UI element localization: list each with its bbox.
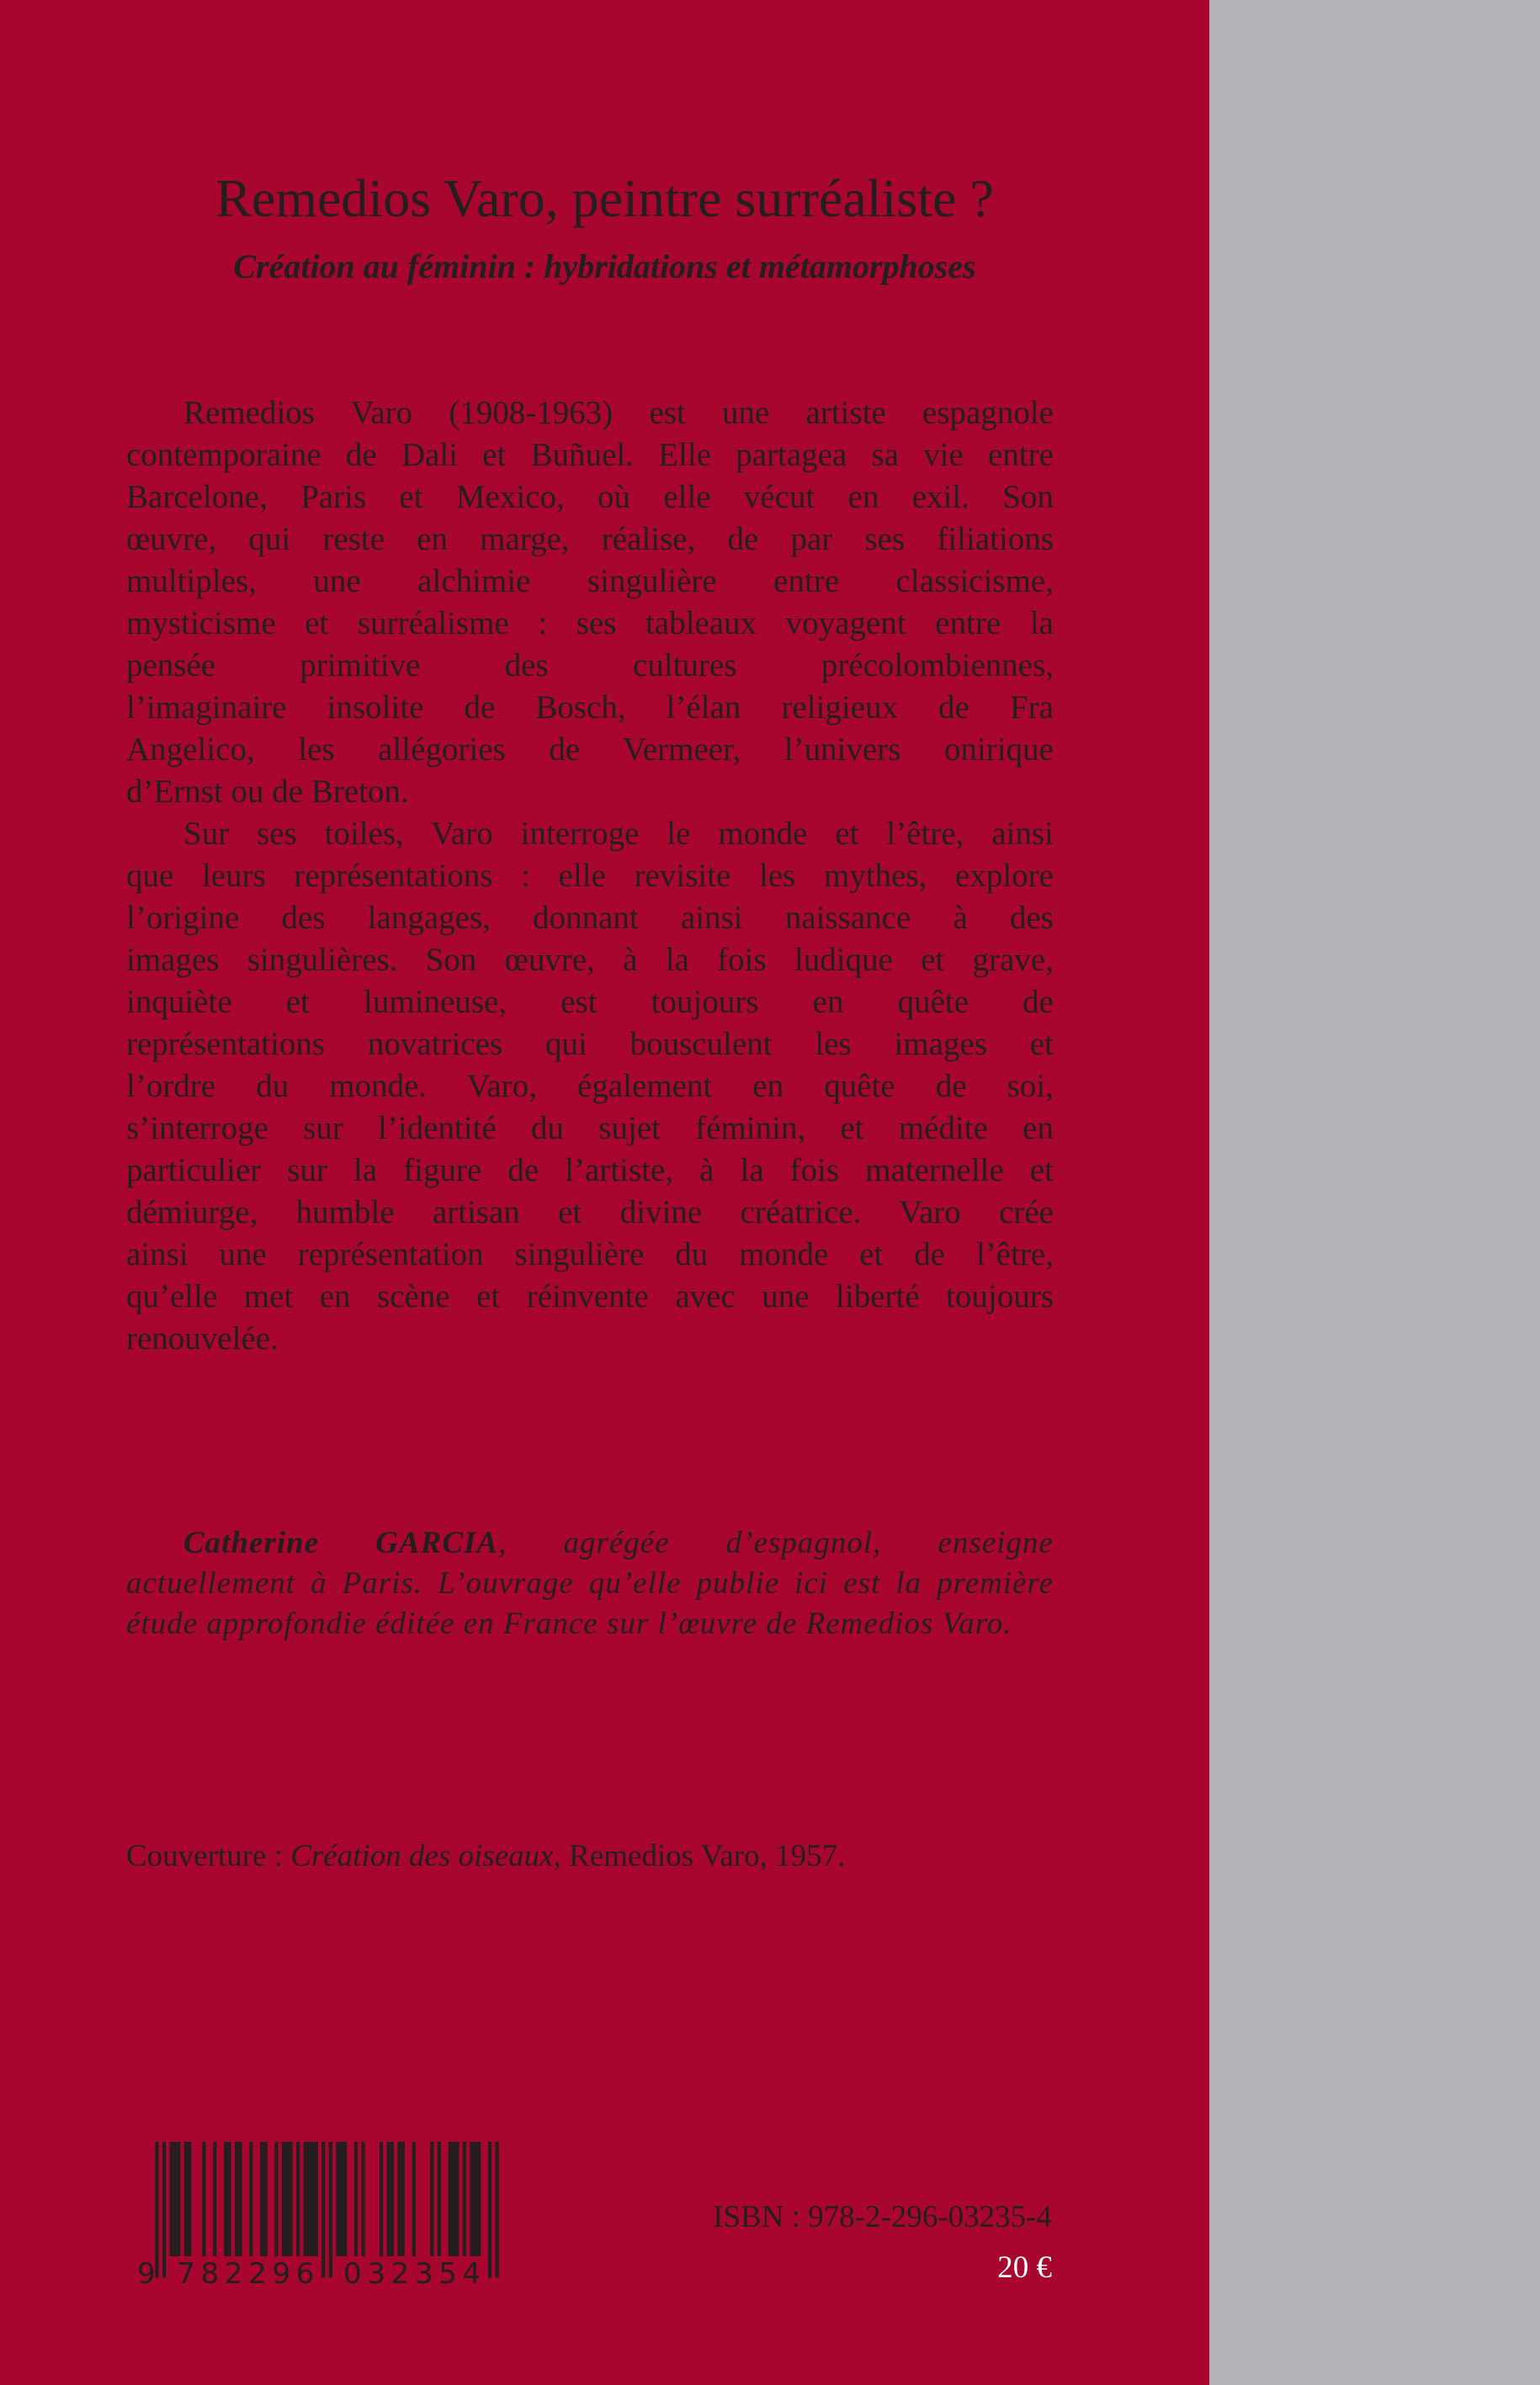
blurb-line: l’origine des langages, donnant ainsi naissance à des xyxy=(126,900,1054,936)
barcode-bar xyxy=(397,2142,401,2256)
author-line: étude approfondie éditée en France sur l’œuvre de Remedios Varo. xyxy=(126,1607,1012,1641)
barcode-bar xyxy=(354,2142,358,2256)
blurb-line: particulier sur la figure de l’artiste, à la fois maternelle et xyxy=(126,1152,1054,1188)
book-title: Remedios Varo, peintre surréaliste ? xyxy=(215,168,994,228)
blurb-line: inquiète et lumineuse, est toujours en quête de xyxy=(126,984,1054,1020)
barcode-bar xyxy=(390,2142,394,2256)
blurb-line: Remedios Varo (1908-1963) est une artiste espagnole xyxy=(183,395,1054,431)
barcode-bar xyxy=(260,2142,263,2256)
author-text: , agrégée d’espagnol, enseigne xyxy=(498,1526,1054,1560)
barcode-right-digits: 032354 xyxy=(343,2257,481,2285)
barcode-bar xyxy=(213,2142,216,2256)
blurb-line: mysticisme et surréalisme : ses tableaux voyagent entre la xyxy=(126,605,1054,641)
barcode-bar xyxy=(401,2142,405,2256)
barcode-bar xyxy=(380,2142,383,2256)
barcode-bar xyxy=(155,2142,158,2278)
barcode-first-digit: 9 xyxy=(136,2257,156,2285)
barcode-bar xyxy=(188,2142,191,2256)
barcode-bar xyxy=(224,2142,227,2256)
price: 20 € xyxy=(997,2250,1052,2285)
barcode-bar xyxy=(477,2142,481,2256)
barcode-bar xyxy=(274,2142,278,2256)
barcode-bar xyxy=(162,2142,166,2278)
barcode-bar xyxy=(438,2142,441,2256)
blurb-line: renouvelée. xyxy=(126,1320,279,1357)
barcode-bar xyxy=(177,2142,180,2256)
barcode xyxy=(126,2142,513,2285)
author-line xyxy=(126,1523,1054,1564)
barcode-bar xyxy=(340,2142,343,2256)
cover-credit xyxy=(126,1836,845,1877)
barcode-bar xyxy=(321,2142,325,2278)
barcode-bar xyxy=(430,2142,433,2256)
barcode-bar xyxy=(315,2142,318,2256)
blurb-line: qu’elle met en scène et réinvente avec une liberté toujours xyxy=(126,1278,1054,1315)
barcode-bar xyxy=(387,2142,390,2256)
blurb-line: d’Ernst ou de Breton. xyxy=(126,773,409,810)
barcode-bar xyxy=(329,2142,332,2278)
author-line: actuellement à Paris. L’ouvrage qu’elle publie ici est la première xyxy=(126,1566,1054,1601)
barcode-bar xyxy=(488,2142,491,2278)
blurb-line: contemporaine de Dali et Buñuel. Elle partagea sa vie entre xyxy=(126,437,1054,473)
barcode-left-digits: 782296 xyxy=(177,2257,315,2285)
barcode-bar xyxy=(235,2142,238,2256)
blurb-line: que leurs représentations : elle revisite les mythes, explore xyxy=(126,858,1054,894)
blurb-line: démiurge, humble artisan et divine créatrice. Varo crée xyxy=(126,1194,1054,1230)
barcode-bar xyxy=(304,2142,307,2256)
blurb xyxy=(126,392,1054,1360)
barcode-bar xyxy=(474,2142,477,2256)
blurb-line: œuvre, qui reste en marge, réalise, de par ses filiations xyxy=(126,521,1054,557)
blurb-line: images singulières. Son œuvre, à la fois ludique et grave, xyxy=(126,942,1054,978)
barcode-bar xyxy=(361,2142,364,2256)
barcode-bar xyxy=(263,2142,267,2256)
barcode-bar xyxy=(184,2142,188,2256)
book-subtitle: Création au féminin : hybridations et métamorphoses xyxy=(233,247,976,285)
blurb-line: l’ordre du monde. Varo, également en quête de soi, xyxy=(126,1068,1054,1104)
barcode-bar xyxy=(343,2142,347,2256)
blurb-line: l’imaginaire insolite de Bosch, l’élan religieux de Fra xyxy=(126,689,1054,725)
barcode-bar xyxy=(311,2142,314,2256)
barcode-bar xyxy=(470,2142,473,2256)
author-bio xyxy=(126,1523,1054,1644)
blurb-line: Sur ses toiles, Varo interroge le monde et l’être, ainsi xyxy=(183,815,1054,852)
barcode-bar xyxy=(238,2142,242,2256)
barcode-bar xyxy=(307,2142,311,2256)
barcode-bar xyxy=(455,2142,459,2256)
barcode-bar xyxy=(282,2142,285,2256)
barcode-bar xyxy=(463,2142,466,2256)
barcode-bar xyxy=(336,2142,339,2256)
spine-area xyxy=(1209,0,1540,2385)
barcode-bar xyxy=(173,2142,177,2256)
blurb-line: ainsi une représentation singulière du monde et de l’être, xyxy=(126,1236,1054,1272)
blurb-line: Barcelone, Paris et Mexico, où elle vécut en exil. Son xyxy=(126,479,1054,515)
author-name: Catherine GARCIA xyxy=(183,1526,499,1560)
credit-work: Création des oiseaux, xyxy=(290,1839,561,1873)
blurb-line: multiples, une alchimie singulière entre classicisme, xyxy=(126,563,1054,599)
blurb-line: s’interroge sur l’identité du sujet féminin, et médite en xyxy=(126,1110,1054,1146)
blurb-line: Angelico, les allégories de Vermeer, l’univers onirique xyxy=(126,731,1054,768)
barcode-bar xyxy=(227,2142,231,2256)
isbn: ISBN : 978-2-296-03235-4 xyxy=(713,2200,1052,2234)
barcode-bar xyxy=(449,2142,452,2256)
barcode-bar xyxy=(452,2142,455,2256)
barcode-bar xyxy=(202,2142,205,2256)
barcode-bar xyxy=(412,2142,416,2256)
barcode-bar xyxy=(285,2142,289,2256)
barcode-bar xyxy=(496,2142,499,2278)
barcode-bar xyxy=(170,2142,173,2256)
barcode-bar xyxy=(296,2142,300,2256)
credit-suffix: Remedios Varo, 1957. xyxy=(560,1839,846,1873)
barcode-bar xyxy=(249,2142,252,2256)
blurb-line: pensée primitive des cultures précolombiennes, xyxy=(126,647,1054,683)
credit-prefix: Couverture : xyxy=(126,1839,291,1873)
barcode-bar xyxy=(289,2142,292,2256)
blurb-line: représentations novatrices qui bousculent les images et xyxy=(126,1026,1054,1062)
